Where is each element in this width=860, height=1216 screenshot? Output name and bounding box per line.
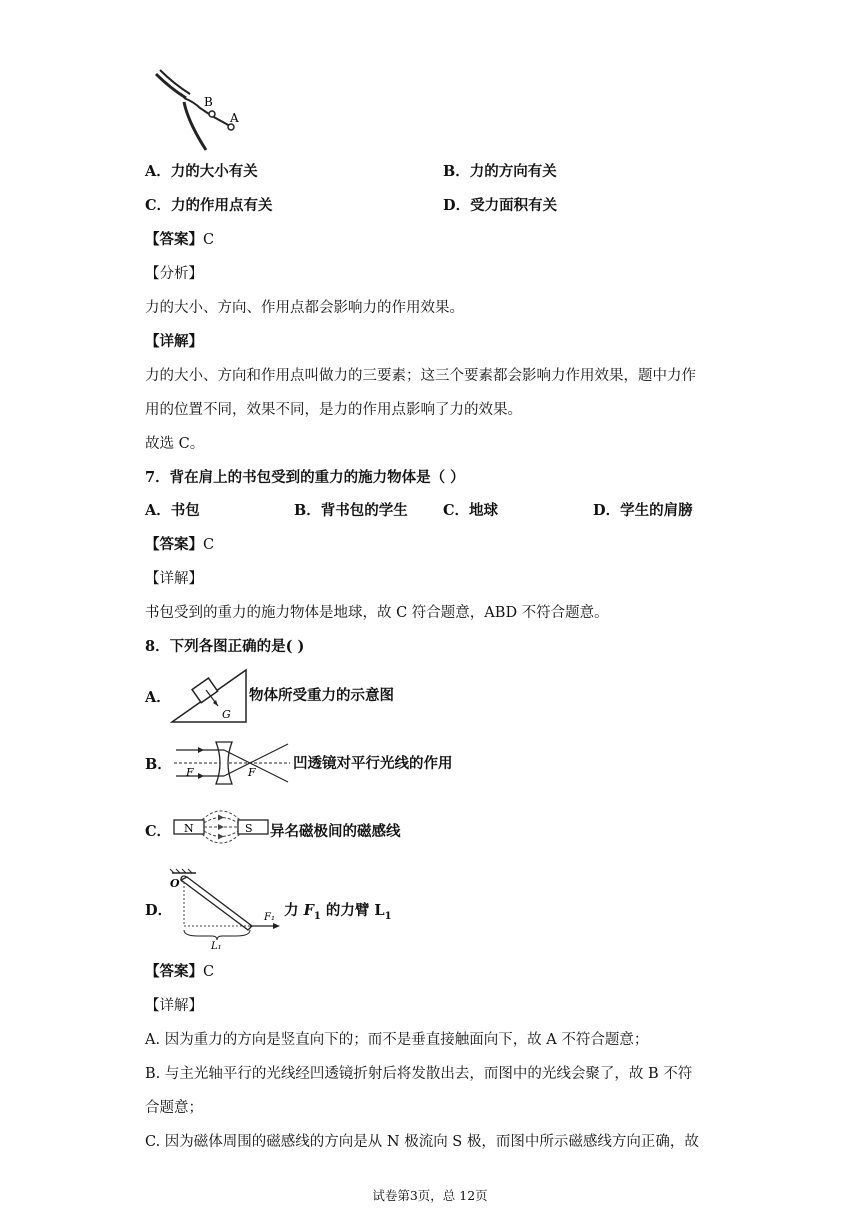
answer-value: C — [203, 537, 215, 553]
q8-option-c-caption: 异名磁极间的磁感线 — [270, 823, 401, 840]
q6-analysis-text: 力的大小、方向、作用点都会影响力的作用效果。 — [145, 300, 464, 316]
q7-detail-text: 书包受到的重力的施力物体是地球，故 C 符合题意，ABD 不符合题意。 — [145, 605, 609, 621]
q6-detail-line2: 用的位置不同，效果不同，是力的作用点影响了力的效果。 — [145, 402, 522, 418]
caption-prefix: 力 — [284, 902, 304, 919]
inclined-plane-figure — [170, 668, 250, 726]
q8-detail-c: C. 因为磁体周围的磁感线的方向是从 N 极流向 S 极，而图中所示磁感线方向正确，故 — [145, 1134, 699, 1150]
q8-option-c-letter: C． — [145, 823, 172, 840]
q6-detail-line1: 力的大小、方向和作用点叫做力的三要素；这三个要素都会影响力作用效果，题中力作 — [145, 368, 696, 384]
q7-option-c: C．地球 — [443, 502, 499, 519]
answer-value: C — [203, 232, 215, 248]
south-pole-label: S — [245, 822, 253, 835]
q8-option-d-letter: D． — [145, 902, 173, 919]
q6-answer — [145, 230, 214, 250]
q8-detail-b2: 合题意； — [145, 1100, 203, 1116]
q6-conclusion: 故选 C。 — [145, 436, 205, 452]
caption-sub2: 1 — [384, 910, 392, 922]
caption-force: F — [303, 902, 314, 919]
q6-option-a: A．力的大小有关 — [145, 163, 258, 180]
lever-figure — [168, 868, 284, 950]
q8-option-a-letter: A． — [145, 689, 171, 706]
q7-option-d: D．学生的肩膀 — [593, 502, 693, 519]
north-pole-label: N — [184, 822, 194, 835]
gravity-label: G — [222, 708, 231, 721]
force-label: F₁ — [264, 912, 275, 923]
q8-detail-tag: 【详解】 — [145, 998, 203, 1014]
arm-label: L₁ — [211, 941, 222, 950]
q6-analysis-tag: 【分析】 — [145, 266, 203, 282]
focus-left-label: F — [186, 766, 194, 779]
q8-detail-a: A. 因为重力的方向是竖直向下的；而不是垂直接触面向下，故 A 不符合题意； — [145, 1032, 649, 1048]
page-footer: 试卷第3页，总 12页 — [372, 1188, 488, 1203]
answer-value: C — [203, 964, 215, 980]
q8-option-b-letter: B． — [145, 756, 172, 773]
pivot-label: O — [170, 877, 180, 890]
q7-option-b: B．背书包的学生 — [294, 502, 408, 519]
q6-option-b: B．力的方向有关 — [443, 163, 557, 180]
answer-tag: 【答案】 — [145, 963, 203, 980]
q6-option-c: C．力的作用点有关 — [145, 197, 273, 214]
q8-detail-b1: B. 与主光轴平行的光线经凹透镜折射后将发散出去，而图中的光线会聚了，故 B 不符 — [145, 1066, 693, 1082]
focus-right-label: F — [248, 766, 256, 779]
q6-detail-tag: 【详解】 — [145, 333, 203, 350]
q7-detail-tag: 【详解】 — [145, 571, 203, 587]
q6-option-d: D．受力面积有关 — [443, 197, 558, 214]
magnetic-field-figure — [172, 806, 270, 850]
q8-answer — [145, 962, 214, 982]
point-b-label: B — [204, 95, 213, 109]
q7-stem: 7．背在肩上的书包受到的重力的施力物体是（ ） — [145, 469, 465, 486]
concave-lens-figure — [172, 738, 292, 788]
point-a-label: A — [230, 111, 239, 125]
q7-answer — [145, 535, 214, 555]
caption-mid: 的力臂 L — [320, 902, 385, 919]
q8-option-a-caption: 物体所受重力的示意图 — [249, 687, 394, 704]
answer-tag: 【答案】 — [145, 536, 203, 553]
q8-option-d-caption — [284, 901, 392, 927]
q7-option-a: A．书包 — [145, 502, 200, 519]
pliers-figure — [150, 66, 250, 158]
caption-sub1: 1 — [313, 910, 321, 922]
q8-option-b-caption: 凹透镜对平行光线的作用 — [293, 755, 453, 772]
answer-tag: 【答案】 — [145, 231, 203, 248]
q8-stem: 8．下列各图正确的是( ) — [145, 638, 305, 655]
